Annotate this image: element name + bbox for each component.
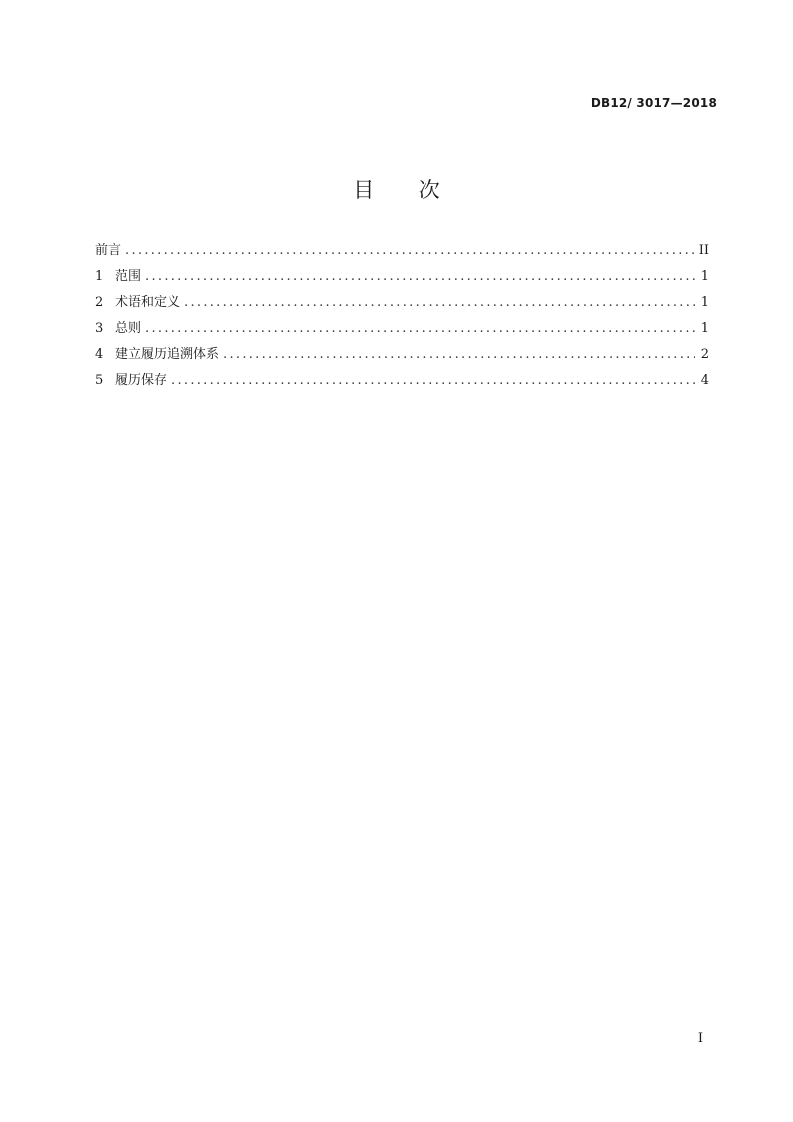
dot-leader — [145, 264, 695, 290]
toc-entry-general-principles[interactable] — [95, 316, 709, 342]
toc-entry-label: 总则 — [115, 321, 142, 336]
dot-leader — [145, 316, 695, 342]
toc-entry-number: 4 — [95, 347, 104, 362]
toc-entry-traceability-system[interactable] — [95, 342, 709, 368]
toc-entry-number: 3 — [95, 321, 104, 336]
toc-entry-label: 范围 — [115, 269, 142, 284]
toc-entry-label: 履历保存 — [115, 373, 168, 388]
dot-leader — [171, 368, 695, 394]
dot-leader — [223, 342, 695, 368]
toc-entry-terms-definitions[interactable] — [95, 290, 709, 316]
dot-leader — [125, 238, 695, 264]
toc-entry-scope[interactable] — [95, 264, 709, 290]
toc-entry-number: 2 — [95, 295, 104, 310]
toc-entry-foreword[interactable] — [95, 238, 709, 264]
dot-leader — [184, 290, 695, 316]
toc-entry-page: II — [698, 243, 709, 258]
page-title: 目 次 — [353, 178, 459, 202]
toc-entry-page: 1 — [700, 295, 709, 310]
toc-entry-page: 4 — [700, 373, 709, 388]
toc-entry-record-retention[interactable] — [95, 368, 709, 394]
toc-entry-page: 2 — [700, 347, 709, 362]
table-of-contents — [95, 238, 709, 394]
toc-entry-number: 1 — [95, 269, 104, 284]
page-number: I — [697, 1031, 703, 1046]
toc-entry-label: 前言 — [95, 243, 122, 258]
toc-entry-page: 1 — [700, 321, 709, 336]
document-number: DB12/ 3017—2018 — [590, 96, 717, 110]
toc-entry-page: 1 — [700, 269, 709, 284]
toc-entry-label: 术语和定义 — [115, 295, 181, 310]
toc-entry-label: 建立履历追溯体系 — [115, 347, 220, 362]
toc-entry-number: 5 — [95, 373, 104, 388]
